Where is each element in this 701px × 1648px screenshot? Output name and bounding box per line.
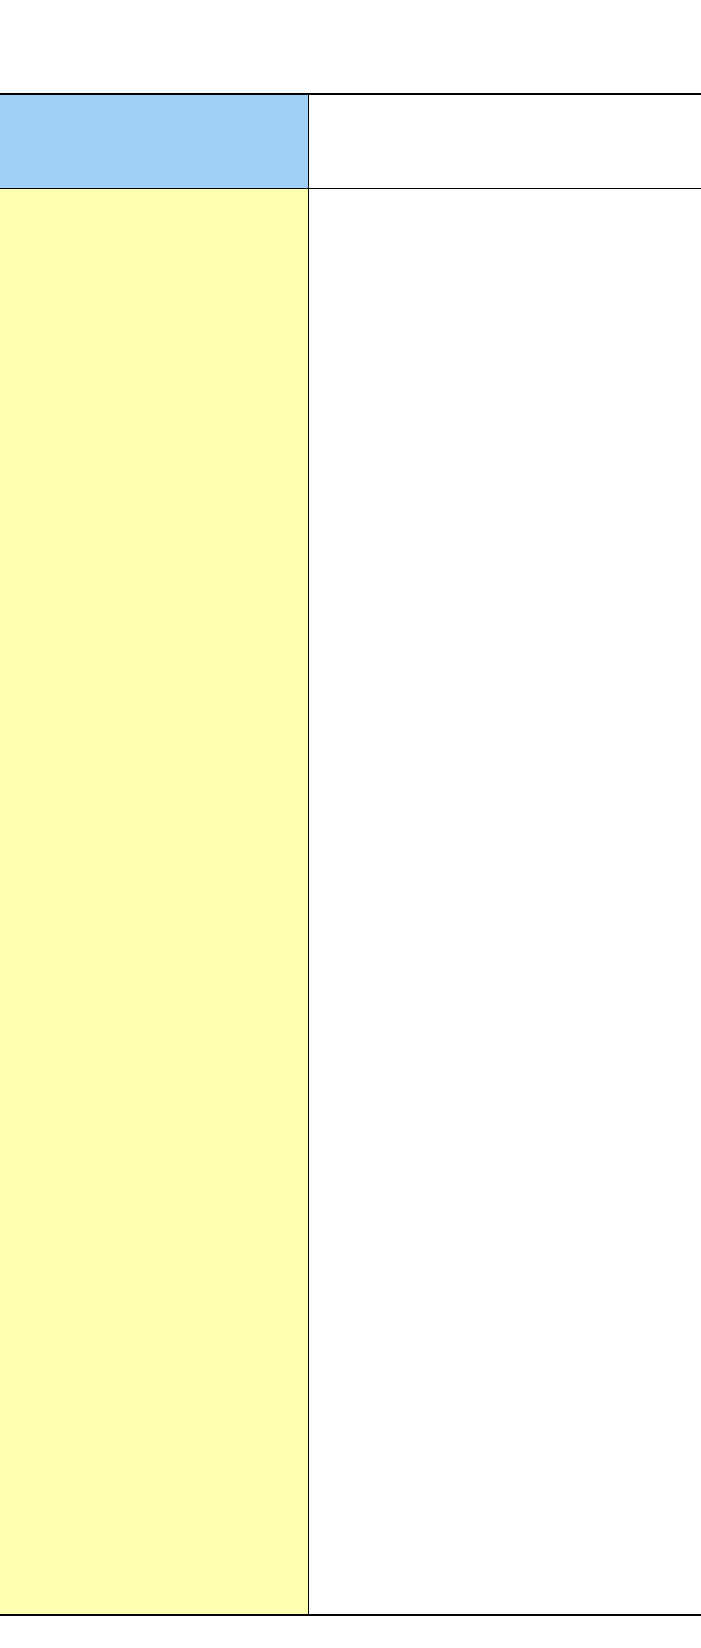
header-item-cell xyxy=(0,95,309,188)
item-column-background xyxy=(0,189,309,1614)
table-bottom-rule xyxy=(0,1614,701,1616)
